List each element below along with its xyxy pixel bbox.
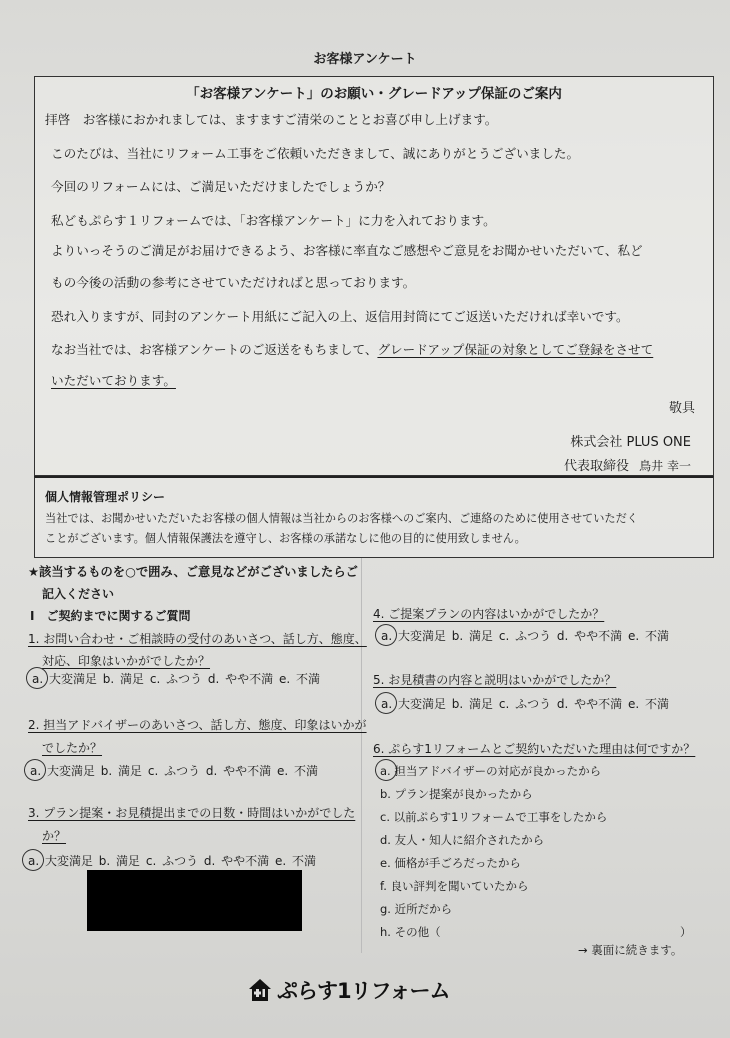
instruction-line2: 記入ください [42, 587, 115, 601]
reason-c[interactable]: c. 以前ぷらす1リフォームで工事をしたから [380, 810, 608, 824]
reason-e[interactable]: e. 価格が手ごろだったから [380, 856, 521, 870]
continue-note: → 裏面に続きます。 [578, 943, 683, 957]
reason-a[interactable]: a. 担当アドバイザーの対応が良かったから [380, 764, 602, 778]
greeting-line: 拝啓 お客様におかれましては、ますますご清栄のこととお喜び申し上げます。 [45, 112, 498, 127]
question-2-answers[interactable]: a. 大変満足 b. 満足 c. ふつう d. やや不満 e. 不満 [30, 764, 318, 778]
question-2-line2: でしたか？ [42, 741, 103, 755]
question-3-line2: か？ [42, 829, 67, 843]
privacy-policy-box [34, 476, 714, 558]
notice-heading: 「お客様アンケート」のお願い・グレードアップ保証のご案内 [186, 86, 562, 102]
notice-line-guarantee [51, 339, 653, 358]
question-3-line1: 3. プラン提案・お見積提出までの日数・時間はいかがでした [28, 806, 356, 820]
house-plus-icon [247, 977, 273, 1003]
closing-keigu: 敬具 [668, 401, 695, 416]
guarantee-prefix: なお当社では、お客様アンケートのご返送をもちまして、 [51, 342, 378, 357]
reason-h-other[interactable]: h. その他（ [380, 925, 441, 939]
reason-other-close: ） [680, 925, 692, 939]
company-logo [247, 975, 450, 1005]
question-5: 5. お見積書の内容と説明はいかがでしたか？ [373, 673, 617, 687]
notice-box [34, 76, 714, 476]
representative-signature: 鳥井 幸一 [639, 459, 691, 473]
question-1-line1: 1. お問い合わせ・ご相談時の受付のあいさつ、話し方、態度、 [28, 632, 367, 646]
notice-line: 恐れ入りますが、同封のアンケート用紙にご記入の上、返信用封筒にてご返送いただければ幸いです。 [51, 309, 629, 324]
question-1-line2: 対応、印象はいかがでしたか？ [42, 654, 211, 668]
notice-line: よりいっそうのご満足がお届けできるよう、お客様に率直なご感想やご意見をお聞かせいただいて、私ど [51, 243, 643, 258]
notice-line: 今回のリフォームには、ご満足いただけましたでしょうか？ [51, 179, 391, 194]
guarantee-continuation: いただいております。 [51, 373, 176, 388]
notice-line: もの今後の活動の参考にさせていただければと思っております。 [51, 275, 416, 290]
policy-title: 個人情報管理ポリシー [45, 490, 166, 504]
reason-g[interactable]: g. 近所だから [380, 902, 453, 916]
representative [564, 455, 691, 474]
notice-line: 私どもぷらす１リフォームでは、「お客様アンケート」に力を入れております。 [51, 213, 496, 228]
logo-text: ぷらす1リフォーム [277, 979, 450, 1003]
instruction-line1: ★該当するものを○で囲み、ご意見などがございましたらご [28, 565, 358, 579]
reason-d[interactable]: d. 友人・知人に紹介されたから [380, 833, 545, 847]
column-divider [361, 558, 362, 953]
company-name: 株式会社 PLUS ONE [570, 435, 691, 450]
section-title: Ⅰ ご契約までに関するご質問 [30, 609, 191, 623]
redacted-area [87, 870, 302, 931]
question-4: 4. ご提案プランの内容はいかがでしたか？ [373, 607, 605, 621]
notice-line: このたびは、当社にリフォーム工事をご依頼いただきまして、誠にありがとうございました。 [51, 146, 580, 161]
question-6: 6. ぷらす1リフォームとご契約いただいた理由は何ですか？ [373, 742, 696, 756]
question-5-answers[interactable]: a. 大変満足 b. 満足 c. ふつう d. やや不満 e. 不満 [381, 697, 669, 711]
policy-text-line1: 当社では、お聞かせいただいたお客様の個人情報は当社からのお客様へのご案内、ご連絡のために使用させていただく [45, 512, 638, 525]
document-title: お客様アンケート [313, 52, 417, 67]
policy-text-line2: ことがございます。個人情報保護法を遵守し、お客様の承諾なしに他の目的に使用致しません。 [45, 532, 526, 545]
question-1-answers[interactable]: a. 大変満足 b. 満足 c. ふつう d. やや不満 e. 不満 [32, 672, 320, 686]
question-4-answers[interactable]: a. 大変満足 b. 満足 c. ふつう d. やや不満 e. 不満 [381, 629, 669, 643]
reason-b[interactable]: b. プラン提案が良かったから [380, 787, 533, 801]
guarantee-underlined: グレードアップ保証の対象としてご登録をさせて [377, 342, 654, 357]
reason-f[interactable]: f. 良い評判を聞いていたから [380, 879, 529, 893]
question-2-line1: 2. 担当アドバイザーのあいさつ、話し方、態度、印象はいかが [28, 718, 367, 732]
question-3-answers[interactable]: a. 大変満足 b. 満足 c. ふつう d. やや不満 e. 不満 [28, 854, 316, 868]
representative-title: 代表取締役 [564, 459, 630, 474]
